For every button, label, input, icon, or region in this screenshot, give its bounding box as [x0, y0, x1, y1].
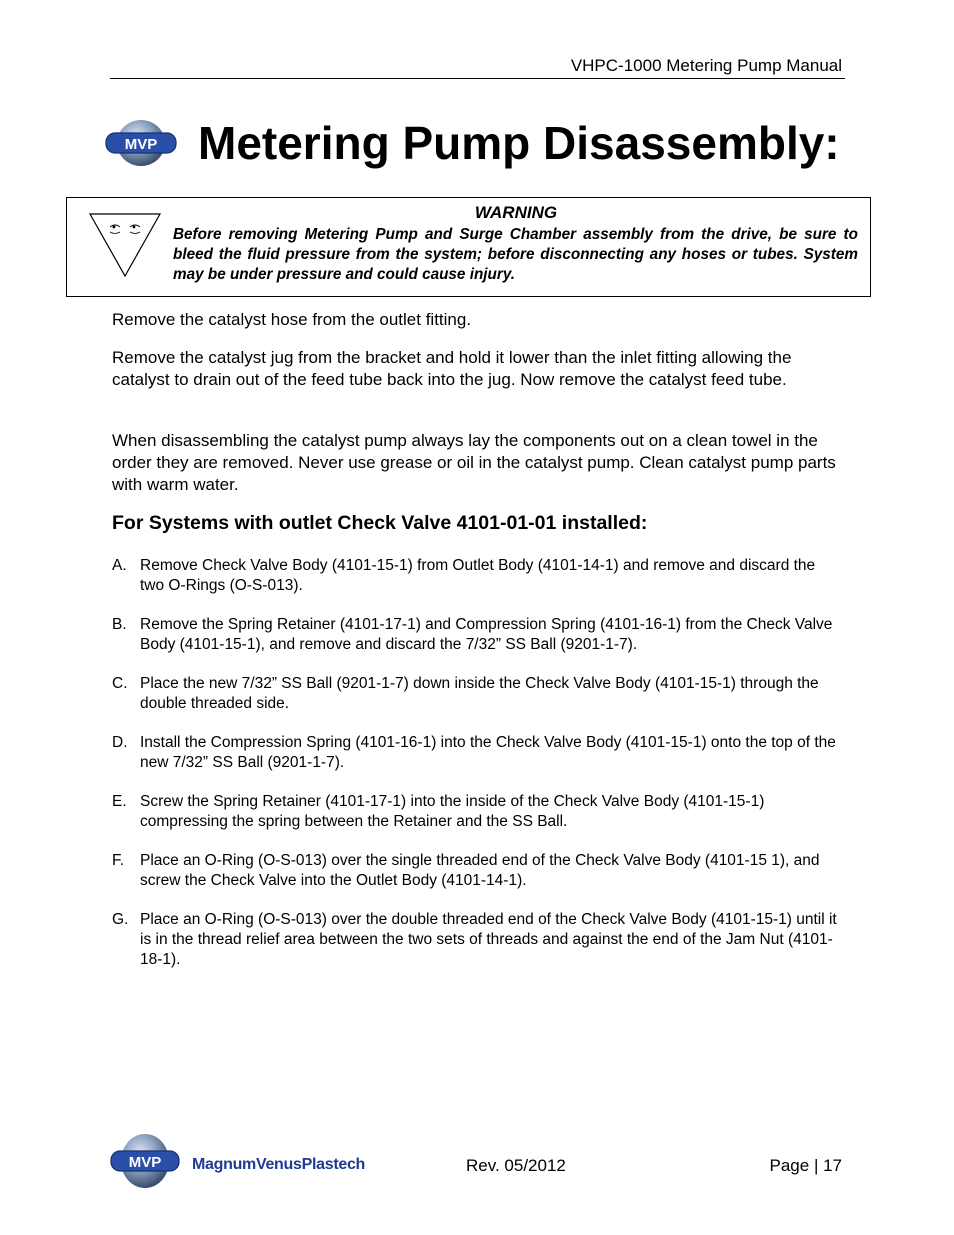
list-item-letter: G.: [112, 911, 129, 928]
revision-date: Rev. 05/2012: [466, 1156, 566, 1175]
list-item-text: Place an O-Ring (O-S-013) over the single threaded end of the Check Valve Body (4101-15 1), and screw the Check Valve into the Outlet Body (4101-14-1).: [140, 852, 820, 889]
list-item-text: Screw the Spring Retainer (4101-17-1) into the inside of the Check Valve Body (4101-15-1) compressing the spring between the Retainer and the SS Ball.: [140, 793, 765, 830]
list-item-letter: B.: [112, 616, 127, 633]
list-item-text: Install the Compression Spring (4101-16-1) into the Check Valve Body (4101-15-1) onto the top of the new 7/32” SS Ball (9201-1-7).: [140, 734, 836, 771]
brand-name: MagnumVenusPlastech: [192, 1156, 366, 1173]
list-item-letter: A.: [112, 557, 127, 574]
page-number: Page | 17: [769, 1156, 842, 1175]
list-item-letter: F.: [112, 852, 125, 869]
paragraph: Remove the catalyst jug from the bracket and hold it lower than the inlet fitting allowing the catalyst to drain out of the feed tube back into the jug. Now remove the catalyst feed tube.: [112, 348, 792, 389]
page-title: Metering Pump Disassembly:: [198, 117, 840, 169]
section-heading: For Systems with outlet Check Valve 4101-01-01 installed:: [112, 512, 648, 534]
paragraph: Remove the catalyst hose from the outlet fitting.: [112, 310, 472, 329]
list-item-letter: E.: [112, 793, 127, 810]
warning-heading: WARNING: [474, 203, 558, 222]
list-item: [112, 674, 842, 714]
list-item: [112, 910, 842, 970]
warning-box: [66, 197, 871, 297]
warning-text: Before removing Metering Pump and Surge Chamber assembly from the drive, be sure to bleed the fluid pressure from the system; before disconnecting any hoses or tubes. System may be under pressure and could cause injury.: [173, 226, 858, 283]
list-item-text: Place an O-Ring (O-S-013) over the double threaded end of the Check Valve Body (4101-15-1) until it is in the thread relief area between the two sets of threads and against the end of the Jam Nut (4101-18-1).: [140, 911, 837, 968]
list-item-text: Remove the Spring Retainer (4101-17-1) and Compression Spring (4101-16-1) from the Check Valve Body (4101-15-1), and remove and discard the 7/32” SS Ball (9201-1-7).: [140, 616, 833, 653]
list-item: [112, 851, 842, 891]
list-item-text: Place the new 7/32” SS Ball (9201-1-7) down inside the Check Valve Body (4101-15-1) through the double threaded side.: [140, 675, 819, 712]
list-item: [112, 792, 842, 832]
paragraph: When disassembling the catalyst pump always lay the components out on a clean towel in the order they are removed. Never use grease or oil in the catalyst pump. Clean catalyst pump parts with warm water.: [112, 431, 836, 494]
list-item-letter: C.: [112, 675, 128, 692]
header-divider: [110, 78, 845, 79]
mvp-globe-logo-icon: [103, 118, 179, 168]
footer-mvp-logo-icon: [110, 1131, 180, 1191]
manual-title: VHPC-1000 Metering Pump Manual: [570, 56, 842, 75]
logo-text: MVP: [128, 1154, 162, 1171]
list-item-text: Remove Check Valve Body (4101-15-1) from Outlet Body (4101-14-1) and remove and discard the two O-Rings (O-S-013).: [140, 557, 816, 594]
logo-text: MVP: [124, 136, 158, 153]
list-item-letter: D.: [112, 734, 128, 751]
list-item: [112, 733, 842, 773]
list-item: [112, 615, 842, 655]
list-item: [112, 556, 842, 596]
